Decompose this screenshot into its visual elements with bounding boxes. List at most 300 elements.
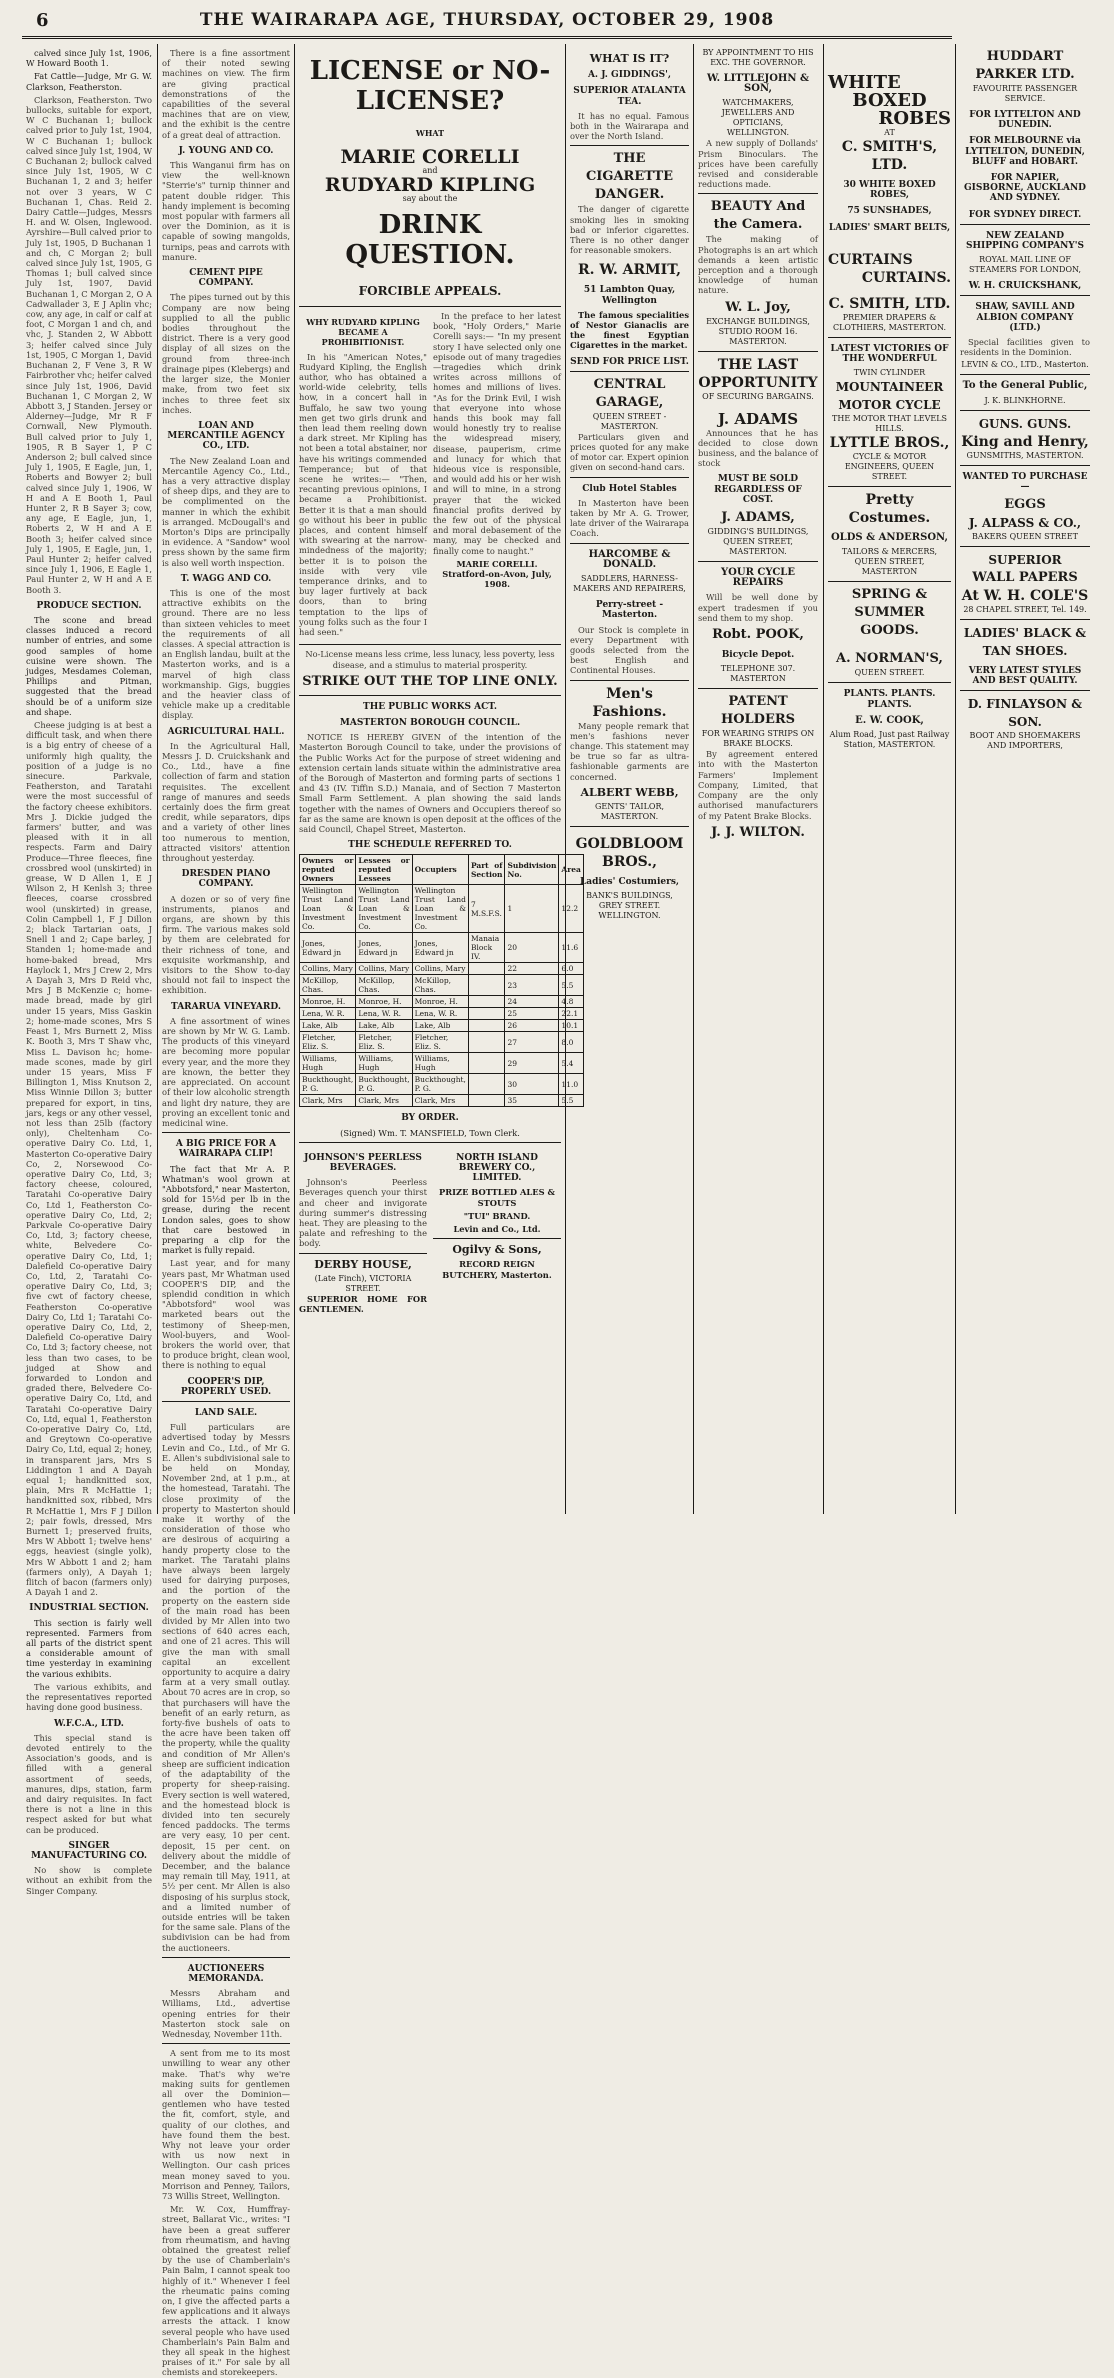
divider bbox=[960, 224, 1090, 225]
ad-sub: TELEPHONE 307. MASTERTON bbox=[720, 664, 796, 684]
table-cell: 24 bbox=[505, 996, 559, 1008]
column-rule bbox=[565, 44, 566, 1514]
ad-sub: GIDDING'S BUILDINGS, QUEEN STREET, MASTERTON. bbox=[707, 527, 809, 557]
ad-heading: CURTAINS. bbox=[861, 269, 951, 286]
ad-text: Special facilities given to residents in the Dominion. bbox=[960, 337, 1090, 358]
table-cell bbox=[468, 1074, 505, 1095]
route-heading: FOR SYDNEY DIRECT. bbox=[968, 209, 1082, 220]
table-cell: Wellington Trust Land Loan & Investment Co. bbox=[412, 885, 468, 933]
table-cell: Lake, Alb bbox=[356, 1020, 412, 1032]
table-cell: 7 M.S.F.S. bbox=[468, 885, 505, 933]
ad-heading: JOHNSON'S PEERLESS BEVERAGES. bbox=[304, 1152, 422, 1173]
divider bbox=[828, 337, 951, 338]
ad-heading: To the General Public, bbox=[962, 380, 1088, 392]
column-3 bbox=[299, 48, 581, 1518]
table-header: Occupiers bbox=[412, 855, 468, 885]
ad-sub: AT bbox=[884, 128, 895, 137]
ad-heading: Ogilvy & Sons, bbox=[452, 1243, 542, 1257]
divider bbox=[570, 680, 689, 681]
strike-line: STRIKE OUT THE TOP LINE ONLY. bbox=[302, 673, 558, 689]
author-corelli: MARIE CORELLI bbox=[340, 146, 520, 168]
ad-heading: A. NORMAN'S, bbox=[836, 651, 943, 667]
ad-sub: BOOT AND SHOEMAKERS AND IMPORTERS, bbox=[969, 731, 1081, 751]
article-text: There is a fine assortment of their noted sewing machines on view. The firm are giving practical demonstrations of the capabilities of the several machines that are on view, and the exhibit is the centre of a great deal of attraction. bbox=[162, 48, 290, 140]
article-text: Full particulars are advertised today by Messrs Levin and Co., Ltd., of Mr G. E. Allen's subdivisional sale to be held on Monday, November 2nd, at 1 p.m., at the homestead, Taratahi. The close proximity of the property to Masterton should make it worthy of the consideration of those who are desirous of acquiring a handy property close to the market. The Taratahi plains have always been largely used for dairying purposes, and the portion of the property on the eastern side of the main road has been divided by Mr Allen into two sections of 640 acres each, and one of 21 acres. This will give the man with small capital an excellent opportunity to acquire a dairy farm at a very small outlay. About 70 acres are in crop, so that purchasers will have the benefit of an early return, as forty-five bushels of oats to the acre have been taken off the property, while the quality and condition of Mr Allen's sheep are sufficient indication of the adaptability of the property for sheep-raising. Every section is well watered, and the homestead block is divided into ten securely fenced paddocks. The terms are very easy, 10 per cent. deposit, 15 per cent. on delivery about the middle of December, and the balance may remain till May, 1911, at 5½ per cent. Mr Allen is also disposing of his surplus stock, and a limited number of outside entries will be taken for the same sale. Plans of the subdivision can be had from the auctioneers. bbox=[162, 1422, 290, 1953]
table-header: Part of Section bbox=[468, 855, 505, 885]
ad-sub: (Late Finch), VICTORIA STREET. bbox=[314, 1273, 412, 1293]
ad-text: The famous specialities of Nestor Gianaclis are the finest Egyptian Cigarettes in the market. bbox=[570, 309, 689, 351]
ad-heading: W. H. CRUICKSHANK, bbox=[968, 281, 1082, 292]
ad-text: Our Stock is complete in every Department with goods selected from the best English and Continental Houses. bbox=[570, 624, 689, 676]
ad-heading: BEAUTY And the Camera. bbox=[710, 199, 806, 233]
beverage-ad bbox=[299, 1147, 427, 1317]
drink-question: DRINK QUESTION. bbox=[345, 210, 515, 270]
section-heading: SINGER MANUFACTURING CO. bbox=[31, 1840, 147, 1861]
ad-sub: 28 CHAPEL STREET, Tel. 149. bbox=[963, 605, 1087, 615]
firm-heading: J. YOUNG AND CO. bbox=[178, 145, 274, 156]
article-text: A fine assortment of wines are shown by Mr W. G. Lamb. The products of this vineyard are becoming more popular every year, and the more they are known, the better they are appreciated. On account of their low alcoholic strength and light dry nature, they are proving an excellent tonic and medicinal wine. bbox=[162, 1015, 290, 1128]
ad-text: PRIZE BOTTLED ALES & STOUTS bbox=[439, 1187, 555, 1208]
ad-heading: HARCOMBE & DONALD. bbox=[588, 548, 671, 570]
author-kipling: RUDYARD KIPLING bbox=[324, 174, 536, 196]
schedule-heading: THE SCHEDULE REFERRED TO. bbox=[348, 840, 512, 851]
article-heading: LAND SALE. bbox=[194, 1407, 258, 1418]
table-cell: Jones, Edward jn bbox=[412, 933, 468, 963]
route-heading: FOR NAPIER, GISBORNE, AUCKLAND AND SYDNEY. bbox=[963, 173, 1086, 204]
divider bbox=[960, 374, 1090, 375]
ad-text: By agreement entered into with the Masterton Farmers' Implement Company, Limited, that Company are the only authorised manufacturers of my Patent Brake Blocks. bbox=[698, 749, 818, 821]
table-cell: Collins, Mary bbox=[300, 963, 356, 975]
ad-text: A new supply of Dollands' Prism Binoculars. The prices have been carefully revised and considerable reductions made. bbox=[698, 138, 818, 190]
table-cell: Lena, W. R. bbox=[356, 1008, 412, 1020]
ad-sub: WATCHMAKERS, JEWELLERS AND OPTICIANS, bbox=[721, 98, 795, 128]
table-row bbox=[300, 885, 584, 933]
schedule-table bbox=[299, 854, 584, 1107]
ad-heading: LADIES' BLACK & TAN SHOES. bbox=[963, 626, 1087, 659]
corelli-appeal bbox=[433, 311, 561, 640]
column-rule bbox=[823, 44, 824, 1514]
ad-sub: FAVOURITE PASSENGER SERVICE. bbox=[972, 84, 1078, 103]
divider bbox=[162, 1957, 290, 1958]
ad-text: It has no equal. Famous both in the Wairarapa and over the North Island. bbox=[570, 110, 689, 142]
forcible-appeals: FORCIBLE APPEALS. bbox=[358, 284, 502, 298]
ad-heading: 30 WHITE BOXED ROBES, bbox=[843, 180, 936, 201]
ad-heading: W. L. Joy, bbox=[725, 299, 791, 315]
ad-heading: Robt. POOK, bbox=[712, 627, 804, 643]
table-row bbox=[300, 975, 584, 996]
table-cell: Clark, Mrs bbox=[412, 1095, 468, 1107]
divider bbox=[960, 465, 1090, 466]
article-text: No show is complete without an exhibit from the Singer Company. bbox=[26, 1865, 152, 1896]
ad-text: "TUI" BRAND. bbox=[463, 1210, 531, 1221]
table-cell: 20 bbox=[505, 933, 559, 963]
table-cell bbox=[468, 1020, 505, 1032]
table-cell: McKillop, Chas. bbox=[356, 975, 412, 996]
ad-heading: BOXED bbox=[852, 90, 927, 111]
ad-sub: BAKERS QUEEN STREET bbox=[972, 532, 1078, 542]
ad-text: Levin and Co., Ltd. bbox=[453, 1223, 541, 1234]
table-cell: Monroe, H. bbox=[356, 996, 412, 1008]
ad-sub: OF SECURING BARGAINS. bbox=[702, 391, 814, 401]
firm-heading: DRESDEN PIANO COMPANY. bbox=[181, 869, 271, 890]
ad-heading: COOPER'S DIP, PROPERLY USED. bbox=[180, 1376, 272, 1397]
table-row bbox=[300, 1095, 584, 1107]
ad-heading: WHAT IS IT? bbox=[589, 52, 670, 65]
ad-heading: LADIES' SMART BELTS, bbox=[828, 222, 951, 233]
article-text: The New Zealand Loan and Mercantile Agency Co., Ltd., has a very attractive display of sheep dips, and they are to be complimented on the manner in which the exhibit is arranged. McDougall's and Morton's Dips are principally in evidence. A "Sandow" wool press shown by the same firm is also well worth inspection. bbox=[162, 455, 290, 568]
section-heading: W.F.C.A., LTD. bbox=[54, 1718, 124, 1729]
ad-heading: C. SMITH, LTD. bbox=[828, 295, 951, 312]
firm-heading: TARARUA VINEYARD. bbox=[170, 1001, 282, 1012]
divider bbox=[570, 145, 689, 146]
table-cell: Jones, Edward jn bbox=[356, 933, 412, 963]
notice-heading: THE PUBLIC WORKS ACT. bbox=[363, 701, 497, 712]
ad-heading: J. ADAMS, bbox=[721, 510, 795, 526]
article-text: Messrs Abraham and Williams, Ltd., advertise opening entries for their Masterton stock sale on Wednesday, November 11th. bbox=[162, 1988, 290, 2039]
divider bbox=[570, 477, 689, 478]
article-text: The scone and bread classes induced a record number of entries, and some good samples of home cuisine were shown. The judges, Mesdames Coleman, Phillips and Pitman, suggested that the bread should be of a uniform size and shape. bbox=[26, 614, 152, 717]
table-cell: Fletcher, Eliz. S. bbox=[300, 1032, 356, 1053]
signature: MARIE CORELLI. Stratford-on-Avon, July, 1908. bbox=[442, 558, 552, 590]
table-cell: Monroe, H. bbox=[412, 996, 468, 1008]
ad-heading: King and Henry, bbox=[961, 433, 1089, 450]
table-cell: 1 bbox=[505, 885, 559, 933]
ad-text: SUPERIOR HOME FOR GENTLEMEN. bbox=[299, 1293, 427, 1314]
firm-heading: LOAN AND MERCANTILE AGENCY CO., LTD. bbox=[167, 420, 285, 452]
article-heading: AUCTIONEERS MEMORANDA. bbox=[187, 1963, 265, 1984]
ad-heading: THE LAST OPPORTUNITY bbox=[698, 356, 818, 391]
article-text: Clarkson, Featherston. Two bullocks, suitable for export, W C Buchanan 1; bullock calved prior to July 1st, 1904, W C Buchanan 1; bullock calved since July 1st, 1904, W C Buchanan 2; bullock calved since July 1st, 1905, W C Buchanan 1, 2 and 3; heifer not over 3 years, W C Buchanan 1, Chas. Reid 2. Dairy Cattle—Judges, Messrs H. and W. Olsen, Inglewood. Ayrshire—Bull calved prior to July 1st, 1905, D Buchanan 1 and ch, C Morgan 2; bull calved since July 1st, 1905, G Thomas 1; bull calved since July 1st, 1907, David Buchanan 1, C Morgan 2, O A Cadwallader 3, E J Aplin vhc; cow, any age, in calf or calf at foot, C Morgan 1 and ch, and vhc, J. Standen 2, W Abbott 3; heifer calved since July 1st, 1905, C Morgan 1, David Buchanan 2, F Vene 3, R W Fairbrother vhc; heifer calved since July 1st, 1906, David Buchanan 1, C Morgan 2, W Abbott 3, J Standen. Jersey or Alderney—Judge, Mr R F Cornwall, New Plymouth. Bull calved prior to July 1, 1905, R B Sayer 1, P C Anderson 2; bull calved since July 1, 1905, E Eagle, jun, 1, Roberts and Bowyer 2; bull calved since July 1, 1906, W H and A E Booth 1, Paul Hunter 2, R B Sayer 3; cow, any age, E Eagle, jun, 1, Roberts 2, W H and A E Booth 3; heifer calved since July 1, 1905, E Eagle, jun, 1, Paul Hunter 2; heifer calved since July 1, 1906, E Eagle 1, Paul Hunter 2, W H and A E Booth 3. bbox=[26, 94, 152, 595]
article-text: This section is fairly well represented. Farmers from all parts of the district spent a considerable amount of time yesterday in examining the various exhibits. bbox=[26, 1617, 152, 1679]
divider bbox=[698, 351, 818, 352]
divider bbox=[960, 410, 1090, 411]
table-cell: 27 bbox=[505, 1032, 559, 1053]
column-rule bbox=[955, 44, 956, 1514]
page-number: 6 bbox=[36, 10, 49, 31]
ad-sub: TWIN CYLINDER bbox=[853, 368, 926, 378]
ad-sub: BANK'S BUILDINGS, bbox=[586, 891, 673, 901]
route-heading: FOR LYTTELTON AND DUNEDIN. bbox=[969, 110, 1081, 131]
table-cell: 23 bbox=[505, 975, 559, 996]
table-cell: 6.0 bbox=[559, 963, 583, 975]
ad-text: The making of Photographs is an art which demands a keen artistic perception and a thorough knowledge of human nature. bbox=[698, 234, 818, 296]
table-cell: 12.2 bbox=[559, 885, 583, 933]
ad-heading: J. ALPASS & CO., bbox=[968, 516, 1082, 531]
ad-text: Many people remark that men's fashions never change. This statement may be true so far as ultra-fashionable garments are concerned. bbox=[570, 720, 689, 782]
ad-heading: J. J. WILTON. bbox=[711, 824, 805, 840]
article-text: This special stand is devoted entirely to the Association's goods, and is filled with a general assortment of seeds, manures, dips, station, farm and dairy requisites. In fact there is not a line in this respect asked for but what can be produced. bbox=[26, 1732, 152, 1835]
appeal-columns bbox=[299, 311, 561, 640]
article-heading: A BIG PRICE FOR A WAIRARAPA CLIP! bbox=[175, 1139, 277, 1160]
ad-heading: Club Hotel Stables bbox=[582, 483, 677, 494]
table-cell: McKillop, Chas. bbox=[300, 975, 356, 996]
table-cell: 30 bbox=[505, 1074, 559, 1095]
ad-heading: C. SMITH'S, LTD. bbox=[841, 139, 938, 173]
article-text: Cheese judging is at best a difficult task, and when there is a big entry of cheese of a uniformly high quality, the position of a judge is no sinecure. Parkvale, Featherston, and Taratahi were the most successful of the factory cheese exhibitors. Mrs J. Dickie judged the farmers' butter, and was pleased with it in all respects. Farm and Dairy Produce—Three fleeces, fine crossbred wool (unskirted) in grease, W D Allen 1, E J Wilson 2, H Kenlsh 3; three fleeces, coarse crossbred wool (unskirted) in grease, Colin Campbell 1, F J Dillon 2; black Tartarian oats, J Snell 1 and 2; Cape barley, J Standen 1; home-made and home-baked bread, Mrs Haylock 1, Mrs J Crew 2, Mrs A Dayah 3, Mrs D Reid vhc, Mrs J B McKenzie c; home-made bread, made by girl under 15 years, Miss Gaskin 2; home-made scones, Mrs S Feast 1, Mrs Burnett 2, Miss K. Booth 3, Mrs T Shaw vhc, Miss L. Davison hc; home-made scones, made by girl under 15 years, Miss F Billington 1, Miss Knutson 2, Miss Winnie Dillon 3; butter prepared for export, in tins, jars, kegs or any other vessel, not less than 25lb (factory only), Cheltenham Co-operative Dairy Co. Ltd, 1, Masterton Co-operative Dairy Co, 2, Norsewood Co-operative Dairy Co, Ltd, 3; factory cheese, coloured, Taratahi Co-operative Dairy Co, Ltd 1, Featherston Co-operative Dairy Co, Ltd, 2; Parkvale Co-operative Dairy Co, Ltd, 3; factory cheese, white, Belvedere Co-operative Dairy Co, Ltd, 1; Dalefield Co-operative Dairy Co, Ltd, 2, Taratahi Co-operative Dairy Co, Ltd, 3; five cwt of factory cheese, Featherston Co-operative Dairy Co, Ltd 1; Taratahi Co-operative Dairy Co, Ltd, 2, Dalefield Co-operative Dairy Co, Ltd 3; factory cheese, not less than two cases, to be judged at Show and forwarded to London and graded there, Belvedere Co-operative Dairy Co, Ltd, and Taratahi Co-operative Dairy Co, Ltd, equal 1, Featherston Co-operative Dairy Co, Ltd, and Greytown Co-operative Dairy Co, Ltd, equal 2; honey, in transparent jars, Mrs S Liddington 1 and A Dayah equal 1; handknitted sox, plain, Mrs R McHattie 1; handknitted sox, ribbed, Mrs R McHattie 1, Mrs F J Dillon 2; pair fowls, dressed, Mrs Burnett 1; preserved fruits, Mrs W Abbott 1; twelve hens' eggs, heaviest (single yolk), Mrs W Abbott 1 and 2; ham (farmers only), A Dayah 1; flitch of bacon (farmers only) A Dayah 1 and 2. bbox=[26, 720, 152, 1598]
signed-text: (Signed) Wm. T. MANSFIELD, Town Clerk. bbox=[340, 1127, 520, 1138]
ad-sub: Perry-street - Masterton. bbox=[595, 600, 664, 621]
table-cell bbox=[468, 1053, 505, 1074]
article-text: The fact that Mr A. P. Whatman's wool grown at "Abbotsford," near Masterton, sold for 15½d per lb in the grease, during the recent London sales, goes to show that care bestowed in preparing a clip for the market is fully repaid. bbox=[162, 1163, 290, 1256]
divider bbox=[698, 688, 818, 689]
table-cell: Wellington Trust Land Loan & Investment Co. bbox=[356, 885, 412, 933]
table-cell: McKillop, Chas. bbox=[412, 975, 468, 996]
ad-heading: GOLDBLOOM BROS., bbox=[575, 835, 684, 870]
column-rule bbox=[294, 44, 295, 1514]
divider bbox=[828, 581, 951, 582]
ad-sub: BY APPOINTMENT TO HIS EXC. THE GOVERNOR. bbox=[702, 48, 814, 67]
ad-heading: R. W. ARMIT, bbox=[578, 262, 681, 279]
ad-heading: ROBES bbox=[878, 108, 951, 129]
table-cell: Williams, Hugh bbox=[356, 1053, 412, 1074]
section-heading: PRODUCE SECTION. bbox=[36, 600, 142, 611]
table-cell: 22.1 bbox=[559, 1008, 583, 1020]
column-1 bbox=[26, 48, 152, 1896]
kipling-appeal bbox=[299, 311, 427, 640]
table-header: Subdivision No. bbox=[505, 855, 559, 885]
column-5 bbox=[698, 48, 818, 1518]
ad-heading: PLANTS. PLANTS. PLANTS. bbox=[843, 689, 936, 710]
ad-sub: PREMIER DRAPERS & CLOTHIERS, MASTERTON. bbox=[832, 312, 947, 332]
page-title: THE WAIRARAPA AGE, THURSDAY, OCTOBER 29, 1908 bbox=[199, 10, 775, 30]
ad-sub: J. K. BLINKHORNE. bbox=[984, 395, 1066, 405]
divider bbox=[299, 644, 561, 645]
order-heading: BY ORDER. bbox=[401, 1113, 459, 1124]
ad-sub: CYCLE & MOTOR ENGINEERS, QUEEN STREET. bbox=[844, 452, 935, 482]
ad-heading: SUPERIOR ATALANTA TEA. bbox=[573, 86, 686, 107]
article-text: Fat Cattle—Judge, Mr G. W. Clarkson, Featherston. bbox=[26, 71, 152, 92]
table-row bbox=[300, 1074, 584, 1095]
headline: LICENSE or NO-LICENSE? bbox=[309, 56, 551, 116]
table-cell: 22 bbox=[505, 963, 559, 975]
brewery-ad bbox=[433, 1147, 561, 1317]
divider bbox=[698, 561, 818, 562]
route-heading: FOR MELBOURNE via LYTTELTON, DUNEDIN, BLUFF and HOBART. bbox=[965, 136, 1085, 167]
ad-heading: OLDS & ANDERSON, bbox=[830, 532, 949, 544]
table-cell: 26 bbox=[505, 1020, 559, 1032]
table-cell bbox=[468, 1095, 505, 1107]
ad-text: Announces that he has decided to close down business, and the balance of stock bbox=[698, 427, 818, 469]
divider bbox=[960, 295, 1090, 296]
table-cell: Buckthought, P. G. bbox=[412, 1074, 468, 1095]
ad-sub: 51 Lambton Quay, Wellington bbox=[583, 285, 676, 306]
table-header: Lessees or reputed Lessees bbox=[356, 855, 412, 885]
table-cell: 11.0 bbox=[559, 1074, 583, 1095]
table-cell: 5.4 bbox=[559, 1053, 583, 1074]
column-4 bbox=[570, 48, 689, 1518]
ad-heading: ALBERT WEBB, bbox=[580, 785, 679, 799]
divider bbox=[570, 371, 689, 372]
ad-heading: SPRING & SUMMER GOODS. bbox=[851, 587, 928, 639]
ad-text: In Masterton have been taken by Mr A. G. Trower, late driver of the Wairarapa Coach. bbox=[570, 497, 689, 539]
ad-heading: Pretty Costumes. bbox=[848, 492, 931, 527]
ad-heading: HUDDART PARKER LTD. bbox=[975, 49, 1075, 82]
table-cell: 5.5 bbox=[559, 975, 583, 996]
divider bbox=[299, 1253, 427, 1254]
article-text: A sent from me to its most unwilling to wear any other make. That's why we're making suits for gentlemen all over the Dominion—gentlemen who have tested the fit, comfort, style, and quality of our clothes, and have found them the best. Why not leave your order with us now next in Wellington. Our cash prices mean money saved to you. Morrison and Penney, Tailors, 73 Willis Street, Wellington. bbox=[162, 2048, 290, 2202]
divider bbox=[570, 543, 689, 544]
table-cell: Buckthought, P. G. bbox=[300, 1074, 356, 1095]
article-text: The various exhibits, and the representatives reported having done good business. bbox=[26, 1681, 152, 1713]
table-row bbox=[300, 1008, 584, 1020]
table-cell: Williams, Hugh bbox=[300, 1053, 356, 1074]
table-cell: Fletcher, Eliz. S. bbox=[356, 1032, 412, 1053]
article-text: This is one of the most attractive exhibits on the ground. There are no less than sixteen vehicles to meet the requirements of all classes. A special attraction is an English landau, built at the Masterton works, and is a marvel of high class workmanship. Gigs, buggies and the heavier class of vehicle make up a creditable display. bbox=[162, 587, 290, 721]
table-cell: 8.0 bbox=[559, 1032, 583, 1053]
table-row bbox=[300, 933, 584, 963]
ad-heading: NORTH ISLAND BREWERY CO., LIMITED. bbox=[456, 1152, 538, 1184]
table-cell: 5.5 bbox=[559, 1095, 583, 1107]
table-cell: Jones, Edward jn bbox=[300, 933, 356, 963]
table-row bbox=[300, 1053, 584, 1074]
table-row bbox=[300, 996, 584, 1008]
ad-heading: E. W. COOK, bbox=[855, 714, 924, 726]
table-cell: Monroe, H. bbox=[300, 996, 356, 1008]
table-row bbox=[300, 1020, 584, 1032]
divider bbox=[162, 1132, 290, 1133]
notice-subheading: MASTERTON BOROUGH COUNCIL. bbox=[339, 717, 521, 728]
article-text: In his "American Notes," Rudyard Kipling, the English author, who has obtained a world-wide celebrity, tells how, in a concert hall in Buffalo, he saw two young men get two girls drunk and then lead them reeling down a dark street. Mr Kipling has not been a total abstainer, nor have his writings commended Temperance; but of that scene he writes:— "Then, recanting previous opinions, I became a Prohibitionist. Better it is that a man should go without his beer in public places, and content himself with swearing at the narrow-mindedness of the majority; better it is to poison the inside with very vile temperance drinks, and to buy lager furtively at back doors, than to bring temptation to the lips of young folks such as the four I had seen." bbox=[299, 351, 427, 638]
table-cell bbox=[468, 963, 505, 975]
ad-heading: LATEST VICTORIES OF THE WONDERFUL bbox=[830, 343, 949, 365]
table-cell: 11.6 bbox=[559, 933, 583, 963]
table-cell: Lena, W. R. bbox=[412, 1008, 468, 1020]
table-cell: 35 bbox=[505, 1095, 559, 1107]
ad-heading: J. ADAMS bbox=[717, 409, 799, 428]
ad-heading: A. J. GIDDINGS', bbox=[587, 70, 672, 81]
ad-heading: W. LITTLEJOHN & SON, bbox=[706, 73, 810, 95]
table-row bbox=[300, 963, 584, 975]
firm-heading: CEMENT PIPE COMPANY. bbox=[189, 268, 263, 289]
ad-heading: SHAW, SAVILL AND ALBION COMPANY (LTD.) bbox=[975, 302, 1075, 333]
divider bbox=[162, 1401, 290, 1402]
firm-heading: T. WAGG AND CO. bbox=[180, 573, 272, 584]
masthead bbox=[22, 6, 952, 39]
table-cell bbox=[468, 975, 505, 996]
divider bbox=[698, 193, 818, 194]
article-text: A dozen or so of very fine instruments, pianos and organs, are shown by this firm. The various makes sold by them are celebrated for their richness of tone, and exquisite workmanship, and visitors to the Show to-day should not fail to inspect the exhibition. bbox=[162, 893, 290, 996]
ad-sub: TAILORS & MERCERS, QUEEN STREET, MASTERTON bbox=[841, 547, 938, 577]
article-text: The pipes turned out by this Company are now being supplied to all the public bodies throughout the district. There is a very good display of all sizes on the ground from three-inch drainage pipes (Klebergs) and the larger size, the Monier make, from two feet six inches to three feet six inches. bbox=[162, 292, 290, 415]
divider bbox=[828, 486, 951, 487]
divider bbox=[299, 695, 561, 696]
article-text: This Wanganui firm has on view the well-known "Sterrie's" turnip thinner and patent double ridger. This handy implement is becoming most popular with farmers all over the Dominion, as it is capable of sowing mangolds, turnips, peas and carrots with manure. bbox=[162, 160, 290, 262]
table-cell: 29 bbox=[505, 1053, 559, 1074]
section-heading: INDUSTRIAL SECTION. bbox=[29, 1603, 149, 1614]
ad-heading: YOUR CYCLE REPAIRS bbox=[721, 567, 795, 589]
ad-heading: MUST BE SOLD REGARDLESS OF COST. bbox=[714, 474, 802, 505]
table-cell: Collins, Mary bbox=[412, 963, 468, 975]
article-text: No-License means less crime, less lunacy, less poverty, less disease, and a stimulus to material prosperity. bbox=[305, 649, 555, 670]
table-cell: 10.1 bbox=[559, 1020, 583, 1032]
table-header: Owners or reputed Owners bbox=[300, 855, 356, 885]
headline-what: WHAT bbox=[415, 128, 445, 138]
headline-and: and bbox=[422, 166, 438, 175]
divider bbox=[570, 826, 689, 827]
ad-sub: Bicycle Depot. bbox=[721, 650, 795, 661]
divider bbox=[828, 682, 951, 683]
table-cell: Lake, Alb bbox=[300, 1020, 356, 1032]
ad-sub: VERY LATEST STYLES AND BEST QUALITY. bbox=[968, 666, 1082, 687]
table-cell: 4.8 bbox=[559, 996, 583, 1008]
ad-sub: LEVIN & CO., LTD., Masterton. bbox=[961, 360, 1089, 370]
firm-heading: AGRICULTURAL HALL. bbox=[167, 726, 285, 737]
ad-sub: EXCHANGE BUILDINGS, STUDIO ROOM 16. MASTERTON. bbox=[706, 316, 810, 346]
ad-sub: THE MOTOR THAT LEVELS HILLS. bbox=[832, 414, 947, 434]
ad-heading: SEND FOR PRICE LIST. bbox=[570, 356, 689, 367]
column-rule bbox=[157, 44, 158, 1514]
article-text: In the Agricultural Hall, Messrs J. D. Cruickshank and Co., Ltd., have a fine collection of farm and station requisites. The excellent range of manures and seeds certainly does the firm great credit, while separators, dips and a variety of other lines too numerous to mention, attracted visitors' attention throughout yesterday. bbox=[162, 740, 290, 864]
article-text: Mr. W. Cox, Humffray-street, Ballarat Vic., writes: "I have been a great sufferer from rheumatism, and having obtained the greatest relief by the use of Chamberlain's Pain Balm, I cannot speak too highly of it." Whenever I feel the rheumatic pains coming on, I give the affected parts a few applications and it always arrests the attack. I know several people who have used Chamberlain's Pain Balm and they all speak in the highest praises of it." For sale by all chemists and storekeepers. bbox=[162, 2204, 290, 2378]
ad-heading: WALL PAPERS bbox=[972, 570, 1078, 586]
ad-heading: SUPERIOR bbox=[988, 553, 1062, 568]
column-rule bbox=[693, 44, 694, 1514]
ad-heading: CENTRAL GARAGE, bbox=[593, 376, 666, 410]
column-2 bbox=[162, 48, 290, 2378]
ad-sub: Ladies' Costumiers, bbox=[579, 876, 680, 887]
ad-heading: PATENT HOLDERS bbox=[720, 694, 796, 728]
table-cell: Clark, Mrs bbox=[300, 1095, 356, 1107]
table-cell: Collins, Mary bbox=[356, 963, 412, 975]
table-cell bbox=[468, 996, 505, 1008]
table-cell: Wellington Trust Land Loan & Investment Co. bbox=[300, 885, 356, 933]
ad-heading: 75 SUNSHADES, bbox=[847, 206, 932, 217]
divider bbox=[299, 306, 561, 307]
article-text: calved since July 1st, 1906, W Howard Booth 1. bbox=[26, 48, 152, 69]
ad-heading: CURTAINS bbox=[828, 251, 913, 268]
headline-say: say about the bbox=[402, 194, 458, 203]
bottom-ads bbox=[299, 1147, 561, 1317]
article-heading: WHY RUDYARD KIPLING BECAME A PROHIBITIONIST. bbox=[306, 317, 420, 348]
article-text: NOTICE IS HEREBY GIVEN of the intention of the Masterton Borough Council to take, under the provisions of the Public Works Act for the purpose of street widening and extension certain lands situate within the administrative area of the Borough of Masterton and forming parts of sections 1 and 43 (IV. Tiffin S.D.) Manaia, and of Section 7 Masterton Small Farm Settlement. A plan showing the said lands together with the names of Owners and Occupiers thereof so far as the same are known is open deposit at the offices of the said Council, Chapel Street, Masterton. bbox=[299, 732, 561, 834]
ad-sub: GREY STREET. WELLINGTON. bbox=[598, 901, 661, 921]
table-cell: 25 bbox=[505, 1008, 559, 1020]
article-text: In the preface to her latest book, "Holy Orders," Marie Corelli says:— "In my present story I have selected only one episode out of many tragedies—tragedies which drink writes across millions of homes and millions of lives. "As for the Drink Evil, I wish that everyone into whose hands this book may fall would honestly try to realise the widespread misery, disease, pauperism, crime and lunacy for which that hideous vice is responsible, and would add his or her wish and will to mine, in a strong prayer that the wicked financial profits derived by the few out of the physical and moral debasement of the many, may be checked and finally come to naught." bbox=[433, 311, 561, 556]
ad-heading: GUNS. GUNS. bbox=[978, 416, 1072, 431]
ad-sub: Alum Road, Just past Railway Station, MASTERTON. bbox=[829, 730, 950, 750]
ad-sub: GENTS' TAILOR, MASTERTON. bbox=[594, 801, 665, 821]
table-header: Area bbox=[559, 855, 583, 885]
ad-text: RECORD REIGN BUTCHERY, Masterton. bbox=[442, 1259, 552, 1280]
table-cell: Buckthought, P. G. bbox=[356, 1074, 412, 1095]
divider bbox=[162, 2043, 290, 2044]
column-6 bbox=[828, 48, 951, 1518]
ad-heading: WANTED TO PURCHASE— bbox=[962, 471, 1088, 492]
ad-sub: SADDLERS, HARNESS-MAKERS AND REPAIRERS, bbox=[573, 574, 686, 594]
divider bbox=[299, 1142, 561, 1143]
divider bbox=[433, 1238, 561, 1239]
ad-sub: FOR WEARING STRIPS ON BRAKE BLOCKS. bbox=[701, 729, 815, 749]
divider bbox=[960, 546, 1090, 547]
table-cell: Fletcher, Eliz. S. bbox=[412, 1032, 468, 1053]
table-cell: Lena, W. R. bbox=[300, 1008, 356, 1020]
ad-text: Will be well done by expert tradesmen if you send them to my shop. bbox=[698, 592, 818, 623]
divider bbox=[960, 690, 1090, 691]
ad-heading: D. FINLAYSON & SON. bbox=[967, 697, 1083, 730]
table-cell bbox=[468, 1008, 505, 1020]
ad-heading: MOUNTAINEER MOTOR CYCLE bbox=[835, 380, 944, 413]
ad-sub: QUEEN STREET. bbox=[854, 668, 925, 678]
ad-heading: EGGS bbox=[1004, 497, 1046, 513]
table-cell: Williams, Hugh bbox=[412, 1053, 468, 1074]
ad-sub: WELLINGTON. bbox=[726, 128, 790, 138]
table-cell: Manaia Block IV. bbox=[468, 933, 505, 963]
ad-heading: WHITE bbox=[828, 72, 901, 93]
column-7 bbox=[960, 48, 1090, 1518]
article-text: Last year, and for many years past, Mr Whatman used COOPER'S DIP, and the splendid condition in which "Abbotsford" wool was marketed bears out the testimony of Sheep-men, Wool-buyers, and Wool-brokers the world over, that to produce bright, clean wool, there is nothing to equal bbox=[162, 1258, 290, 1371]
ad-text: The danger of cigarette smoking lies in smoking bad or inferior cigarettes. There is no other danger for reasonable smokers. bbox=[570, 204, 689, 256]
table-cell: Clark, Mrs bbox=[356, 1095, 412, 1107]
